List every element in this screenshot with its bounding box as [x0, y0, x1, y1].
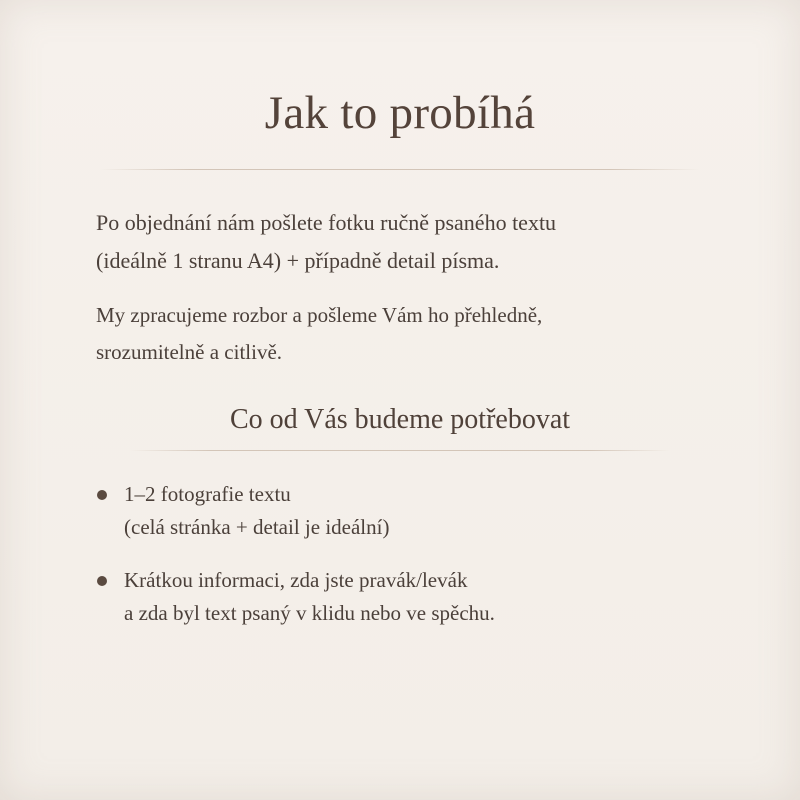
process-paragraph [96, 297, 736, 371]
list-item [96, 478, 736, 544]
list-item [96, 564, 736, 630]
process-line: My zpracujeme rozbor a pošleme Vám ho přehledně, [96, 303, 543, 327]
intro-line: (ideálně 1 stranu A4) + případně detail písma. [96, 248, 500, 273]
requirements-divider [130, 450, 670, 451]
page-title: Jak to probíhá [264, 87, 536, 139]
list-item-line: Krátkou informaci, zda jste pravák/levák [124, 568, 468, 592]
bullet-icon [97, 576, 107, 586]
requirements-heading: Co od Vás budeme potřebovat [229, 404, 571, 435]
list-item-line: 1–2 fotografie textu [124, 482, 291, 506]
list-item-line: (celá stránka + detail je ideální) [124, 515, 390, 539]
title-divider [100, 169, 700, 170]
process-line: srozumitelně a citlivě. [96, 340, 283, 364]
intro-line: Po objednání nám pošlete fotku ručně psaného textu [96, 210, 557, 235]
list-item-line: a zda byl text psaný v klidu nebo ve spěchu. [124, 601, 495, 625]
intro-paragraph [96, 204, 736, 280]
bullet-icon [97, 490, 107, 500]
requirements-list [96, 478, 736, 650]
